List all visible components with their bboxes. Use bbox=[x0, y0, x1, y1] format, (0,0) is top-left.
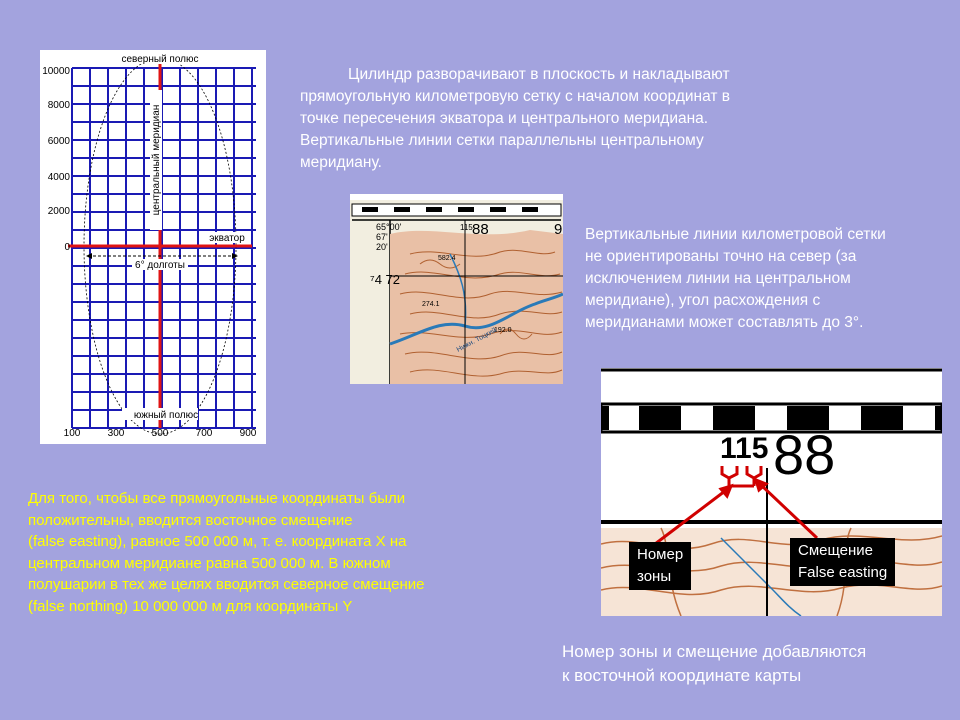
zone-easting-detail bbox=[601, 368, 942, 616]
y-tick-2000: 2000 bbox=[47, 206, 70, 217]
paragraph-grid-overlay: Цилиндр разворачивают в плоскость и накладывают прямоугольную километровую сетку с началом координат в точке пересечения экватора и центрального меридиана. Вертикальные линии сетки параллельны центральному меридиану. bbox=[300, 66, 730, 171]
river-label: Нижн. Тоцкий bbox=[455, 326, 498, 354]
south-pole-label: южный полюс bbox=[133, 410, 199, 421]
paragraph-grid-orientation: Вертикальные линии километровой сетки не ориентированы точно на север (за исключением линии на центральном меридиане), угол расхождения с меридианами может составлять до 3°. bbox=[585, 226, 886, 331]
north-pole-label: северный полюс bbox=[121, 54, 199, 65]
km-grid-svg bbox=[40, 50, 266, 444]
paragraph-false-easting: Для того, чтобы все прямоугольные координаты были положительны, вводится восточное смещение (false easting), равное 500 000 м, т. е. координата X на центральном меридиане равна 500 000 м. В южном полушарии в тех же целях вводится северное смещение (false northing) 10 000 000 м для координаты Y bbox=[28, 490, 425, 615]
map-grid-left-label: ⁷4 72 bbox=[370, 272, 401, 287]
spot-height-3: 192.0 bbox=[494, 327, 512, 334]
equator-label: экватор bbox=[209, 233, 245, 244]
map-right-digit: 9 bbox=[554, 221, 563, 238]
callout-zone-number: Номер зоны bbox=[629, 542, 691, 590]
grid-lines bbox=[72, 68, 256, 428]
central-meridian-label: центральный меридиан bbox=[151, 104, 162, 216]
y-tick-4000: 4000 bbox=[47, 172, 70, 183]
spot-height-2: 274.1 bbox=[422, 301, 440, 308]
paragraph-zone-easting-note: Номер зоны и смещение добавляются к восточной координате карты bbox=[562, 642, 867, 685]
map-easting-digits: 88 bbox=[472, 221, 489, 238]
map-zone-digits: 115 bbox=[460, 223, 473, 232]
callout-false-easting: Смещение False easting bbox=[790, 538, 895, 586]
y-tick-8000: 8000 bbox=[47, 100, 70, 111]
topo-map-svg bbox=[350, 194, 563, 384]
relief-area bbox=[390, 230, 563, 384]
topo-map-fragment bbox=[350, 194, 563, 384]
map-minutes-label-2: 20' bbox=[376, 242, 388, 252]
x-tick-700: 700 bbox=[195, 428, 213, 439]
km-grid-figure bbox=[40, 50, 266, 444]
detail-zone-digits: 115 bbox=[720, 432, 769, 465]
spot-height-1: 582.4 bbox=[438, 255, 456, 262]
x-tick-900: 900 bbox=[239, 428, 257, 439]
map-minutes-label-1: 67' bbox=[376, 232, 388, 242]
map-lat-label: 65°00' bbox=[376, 222, 402, 232]
x-tick-100: 100 bbox=[63, 428, 81, 439]
x-tick-500: 500 bbox=[151, 428, 169, 439]
x-tick-300: 300 bbox=[107, 428, 125, 439]
y-tick-10000: 10000 bbox=[42, 66, 70, 77]
y-tick-6000: 6000 bbox=[47, 136, 70, 147]
detail-easting-digits: 88 bbox=[773, 423, 836, 486]
longitude-span-label: 6° долготы bbox=[135, 260, 185, 271]
y-tick-0: 0 bbox=[64, 242, 70, 253]
